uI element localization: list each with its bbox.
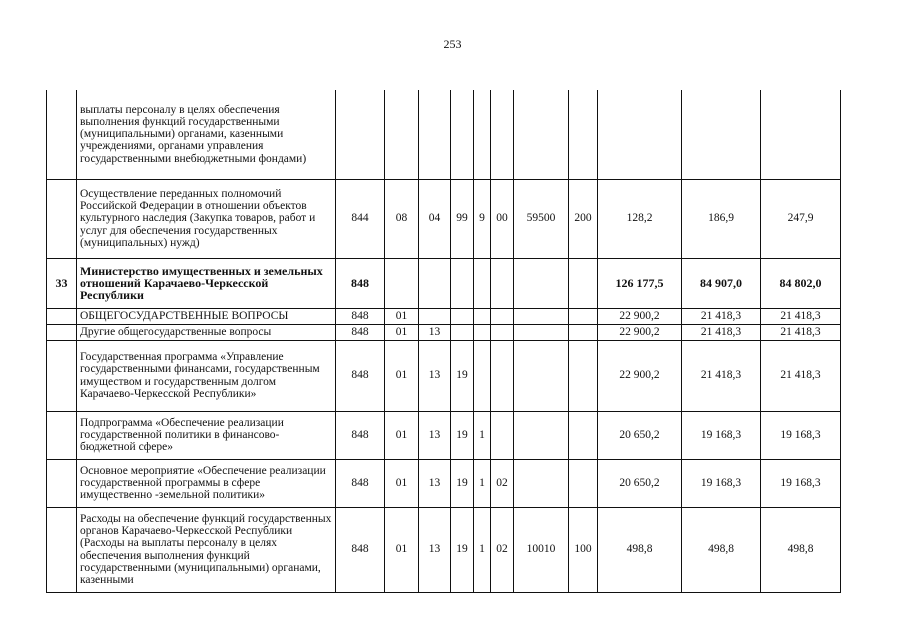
table-row (47, 507, 841, 592)
cell-rz (385, 90, 419, 179)
cell-ved: 844 (336, 179, 385, 258)
cell-vr (569, 308, 598, 324)
cell-cs4 (514, 459, 569, 507)
cell-cs4 (514, 258, 569, 308)
page-number: 253 (443, 37, 462, 51)
cell-ved: 848 (336, 308, 385, 324)
cell-idx (47, 179, 77, 258)
cell-idx: 33 (47, 258, 77, 308)
table-row (47, 340, 841, 411)
cell-cs2: 1 (474, 459, 491, 507)
cell-rz (385, 258, 419, 308)
cell-y2: 21 418,3 (682, 340, 761, 411)
cell-y2: 186,9 (682, 179, 761, 258)
cell-cs4 (514, 324, 569, 340)
cell-vr (569, 324, 598, 340)
cell-rz: 01 (385, 324, 419, 340)
cell-y3: 498,8 (761, 507, 841, 592)
cell-name: Расходы на обеспечение функций государственных органов Карачаево-Черкесской Республики (Расходы на выплаты персоналу в целях обеспечения выполнения функций государственными (муниципальными) органами, казенными (77, 507, 336, 592)
cell-cs2 (474, 324, 491, 340)
cell-ved: 848 (336, 507, 385, 592)
table-row (47, 179, 841, 258)
table-row (47, 459, 841, 507)
cell-idx (47, 308, 77, 324)
cell-name: Основное мероприятие «Обеспечение реализации государственной программы в сфере имущественно -земельной политики» (77, 459, 336, 507)
cell-vr: 100 (569, 507, 598, 592)
cell-idx (47, 340, 77, 411)
cell-y1: 498,8 (598, 507, 682, 592)
table-row (47, 258, 841, 308)
cell-vr (569, 90, 598, 179)
cell-cs2: 9 (474, 179, 491, 258)
cell-y1: 22 900,2 (598, 340, 682, 411)
cell-ved (336, 90, 385, 179)
cell-y2 (682, 90, 761, 179)
cell-y1: 22 900,2 (598, 308, 682, 324)
cell-cs2: 1 (474, 411, 491, 459)
cell-cs1: 99 (451, 179, 474, 258)
cell-y2: 19 168,3 (682, 459, 761, 507)
cell-vr (569, 411, 598, 459)
cell-y3 (761, 90, 841, 179)
cell-idx (47, 90, 77, 179)
table-row (47, 90, 841, 179)
cell-cs4 (514, 340, 569, 411)
cell-cs4: 59500 (514, 179, 569, 258)
cell-ved: 848 (336, 459, 385, 507)
cell-y3: 21 418,3 (761, 324, 841, 340)
cell-cs1: 19 (451, 459, 474, 507)
cell-cs2: 1 (474, 507, 491, 592)
table-row (47, 411, 841, 459)
cell-y3: 21 418,3 (761, 308, 841, 324)
cell-y1: 20 650,2 (598, 411, 682, 459)
cell-cs3 (491, 324, 514, 340)
cell-rz: 08 (385, 179, 419, 258)
cell-name: Осуществление переданных полномочий Российской Федерации в отношении объектов культурного наследия (Закупка товаров, работ и услуг для обеспечения государственных (муниципальных) нужд) (77, 179, 336, 258)
cell-vr (569, 340, 598, 411)
cell-cs4: 10010 (514, 507, 569, 592)
cell-cs1 (451, 324, 474, 340)
cell-y3: 21 418,3 (761, 340, 841, 411)
cell-y2: 21 418,3 (682, 324, 761, 340)
cell-idx (47, 324, 77, 340)
cell-cs4 (514, 411, 569, 459)
cell-cs3 (491, 90, 514, 179)
cell-pr: 13 (419, 324, 451, 340)
cell-pr (419, 258, 451, 308)
cell-cs3 (491, 411, 514, 459)
cell-name: ОБЩЕГОСУДАРСТВЕННЫЕ ВОПРОСЫ (77, 308, 336, 324)
cell-y2: 19 168,3 (682, 411, 761, 459)
cell-idx (47, 411, 77, 459)
cell-cs1 (451, 90, 474, 179)
table-row (47, 324, 841, 340)
cell-name: Подпрограмма «Обеспечение реализации государственной политики в финансово-бюджетной сфере» (77, 411, 336, 459)
cell-cs2 (474, 258, 491, 308)
cell-y2: 21 418,3 (682, 308, 761, 324)
cell-rz: 01 (385, 507, 419, 592)
cell-vr (569, 258, 598, 308)
cell-cs3 (491, 340, 514, 411)
cell-rz: 01 (385, 340, 419, 411)
cell-cs3 (491, 258, 514, 308)
cell-idx (47, 507, 77, 592)
cell-y3: 19 168,3 (761, 459, 841, 507)
cell-ved: 848 (336, 340, 385, 411)
cell-cs3 (491, 308, 514, 324)
cell-y1 (598, 90, 682, 179)
cell-y3: 247,9 (761, 179, 841, 258)
cell-cs3: 02 (491, 459, 514, 507)
cell-pr (419, 90, 451, 179)
cell-cs3: 00 (491, 179, 514, 258)
cell-y1: 128,2 (598, 179, 682, 258)
cell-cs2 (474, 90, 491, 179)
table-row (47, 308, 841, 324)
cell-y2: 498,8 (682, 507, 761, 592)
cell-ved: 848 (336, 411, 385, 459)
cell-name: выплаты персоналу в целях обеспечения выполнения функций государственными (муниципальными) органами, казенными учреждениями, органами управления государственными внебюджетными фондами) (77, 90, 336, 179)
cell-cs4 (514, 308, 569, 324)
cell-pr: 13 (419, 459, 451, 507)
cell-name: Министерство имущественных и земельных отношений Карачаево-Черкесской Республики (77, 258, 336, 308)
cell-rz: 01 (385, 411, 419, 459)
cell-vr (569, 459, 598, 507)
cell-cs2 (474, 340, 491, 411)
cell-idx (47, 459, 77, 507)
cell-cs1 (451, 258, 474, 308)
cell-cs1 (451, 308, 474, 324)
cell-cs3: 02 (491, 507, 514, 592)
cell-y2: 84 907,0 (682, 258, 761, 308)
budget-table (46, 90, 841, 593)
cell-cs1: 19 (451, 507, 474, 592)
cell-pr: 13 (419, 340, 451, 411)
cell-cs1: 19 (451, 411, 474, 459)
table-body (47, 90, 841, 592)
cell-vr: 200 (569, 179, 598, 258)
cell-y3: 84 802,0 (761, 258, 841, 308)
cell-ved: 848 (336, 258, 385, 308)
cell-ved: 848 (336, 324, 385, 340)
cell-pr: 13 (419, 411, 451, 459)
cell-y1: 20 650,2 (598, 459, 682, 507)
cell-cs4 (514, 90, 569, 179)
cell-pr (419, 308, 451, 324)
cell-cs2 (474, 308, 491, 324)
cell-pr: 04 (419, 179, 451, 258)
cell-cs1: 19 (451, 340, 474, 411)
cell-name: Государственная программа «Управление государственными финансами, государственным имуществом и государственным долгом Карачаево-Черкесской Республики» (77, 340, 336, 411)
cell-pr: 13 (419, 507, 451, 592)
cell-y1: 126 177,5 (598, 258, 682, 308)
cell-rz: 01 (385, 308, 419, 324)
cell-rz: 01 (385, 459, 419, 507)
cell-name: Другие общегосударственные вопросы (77, 324, 336, 340)
cell-y1: 22 900,2 (598, 324, 682, 340)
cell-y3: 19 168,3 (761, 411, 841, 459)
